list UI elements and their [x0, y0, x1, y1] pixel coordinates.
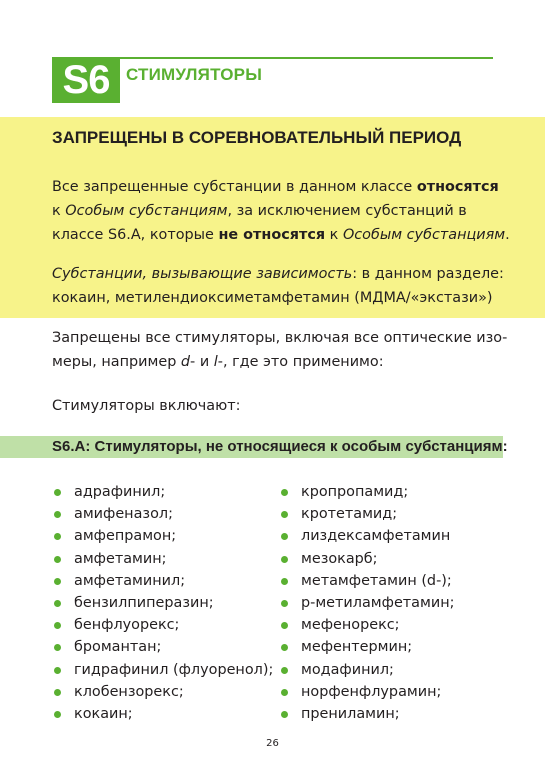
bullet-icon	[54, 556, 61, 563]
body-paragraph-2: Стимуляторы включают:	[52, 398, 241, 414]
list-item	[279, 570, 454, 592]
list-item-label: прениламин;	[301, 705, 400, 722]
list-item	[52, 548, 273, 570]
section-header	[52, 57, 493, 103]
list-item	[52, 703, 273, 725]
header-rule	[120, 57, 493, 59]
list-item-label: амфетаминил;	[74, 572, 186, 589]
list-item-label: мезокарб;	[301, 550, 378, 567]
list-item-label: бенфлуорекс;	[74, 617, 180, 634]
list-item	[52, 525, 273, 547]
list-item-label: бромантан;	[74, 639, 162, 656]
list-item	[279, 503, 454, 525]
bullet-icon	[54, 600, 61, 607]
list-item	[279, 636, 454, 658]
list-item	[279, 659, 454, 681]
bullet-icon	[54, 511, 61, 518]
bullet-icon	[281, 711, 288, 718]
list-item	[279, 703, 454, 725]
bullet-icon	[281, 644, 288, 651]
highlight-paragraph-2	[52, 262, 512, 310]
list-item	[52, 481, 273, 503]
text-run: .	[505, 227, 510, 243]
text-run: , за исключением субстанций в классе S6.A, которые	[52, 203, 467, 243]
italic-text: d	[180, 354, 191, 370]
list-item-label: бензилпиперазин;	[74, 594, 214, 611]
bullet-icon	[54, 711, 61, 718]
list-item-label: гидрафинил (флуоренол);	[74, 661, 274, 678]
text-run: к	[325, 227, 343, 243]
text-run: - и	[190, 354, 214, 370]
list-item	[279, 681, 454, 703]
highlight-paragraph-1	[52, 175, 512, 247]
italic-text: Особым субстанциям	[342, 227, 506, 243]
list-item-label: кротетамид;	[301, 506, 398, 523]
list-item-label: мефенорекс;	[301, 617, 400, 634]
list-item	[279, 548, 454, 570]
list-item-label: кропропамид;	[301, 484, 409, 500]
list-item-label: клобензорекс;	[74, 683, 184, 700]
bullet-icon	[54, 644, 61, 651]
bullet-icon	[281, 556, 288, 563]
italic-text: Особым субстанциям	[65, 203, 228, 219]
list-item	[52, 681, 273, 703]
bullet-icon	[54, 622, 61, 629]
text-run: к	[52, 203, 66, 219]
bullet-icon	[54, 489, 61, 496]
list-item-label: адрафинил;	[74, 484, 166, 500]
list-item	[279, 525, 454, 547]
list-item-label: кокаин;	[74, 705, 133, 722]
bullet-icon	[281, 511, 288, 518]
bullet-icon	[281, 578, 288, 585]
list-item	[279, 614, 454, 636]
bullet-icon	[281, 667, 288, 674]
italic-text: Субстанции, вызывающие зависимость	[52, 266, 353, 282]
bullet-icon	[281, 533, 288, 540]
highlight-title: ЗАПРЕЩЕНЫ В СОРЕВНОВАТЕЛЬНЫЙ ПЕРИОД	[52, 128, 462, 147]
list-item	[52, 659, 273, 681]
list-item	[52, 570, 273, 592]
bullet-icon	[281, 489, 288, 496]
bullet-icon	[54, 667, 61, 674]
list-item-label: лиздексамфетамин	[301, 528, 451, 545]
substance-list-left	[52, 481, 273, 725]
emphasis-text: не относятся	[218, 227, 326, 243]
section-title: СТИМУЛЯТОРЫ	[126, 65, 263, 84]
list-item-label: мефентермин;	[301, 639, 413, 656]
bullet-icon	[54, 578, 61, 585]
bullet-icon	[281, 689, 288, 696]
text-run: : в данном разделе: кокаин, метилендиоксиметамфетамин (МДМА/«экстази»)	[52, 266, 504, 306]
list-item-label: метамфетамин (d-);	[301, 572, 452, 589]
bullet-icon	[54, 533, 61, 540]
text-run: -, где это применимо:	[217, 354, 384, 370]
list-item	[279, 592, 454, 614]
list-item	[52, 636, 273, 658]
list-item-label: p-метиламфетамин;	[301, 594, 455, 611]
bullet-icon	[281, 622, 288, 629]
list-item-label: амфепрамон;	[74, 528, 177, 545]
subsection-title: S6.A: Стимуляторы, не относящиеся к особым субстанциям:	[52, 438, 508, 455]
text-run: Все запрещенные субстанции в данном классе	[52, 179, 417, 195]
list-item-label: амфетамин;	[74, 550, 167, 567]
bullet-icon	[281, 600, 288, 607]
page-number: 26	[266, 738, 279, 749]
section-code-badge: S6	[52, 57, 120, 103]
italic-text: l	[213, 354, 218, 370]
list-item-label: амифеназол;	[74, 506, 173, 523]
text-run: Запрещены все стимуляторы, включая все оптические изо-меры, например	[52, 330, 508, 370]
list-item-label: норфенфлурамин;	[301, 683, 442, 700]
emphasis-text: относятся	[416, 179, 499, 195]
body-paragraph-1	[52, 326, 512, 374]
list-item	[52, 592, 273, 614]
list-item-label: модафинил;	[301, 661, 394, 678]
bullet-icon	[54, 689, 61, 696]
list-item	[52, 614, 273, 636]
substance-list-right	[279, 481, 454, 725]
list-item	[279, 481, 454, 503]
list-item	[52, 503, 273, 525]
